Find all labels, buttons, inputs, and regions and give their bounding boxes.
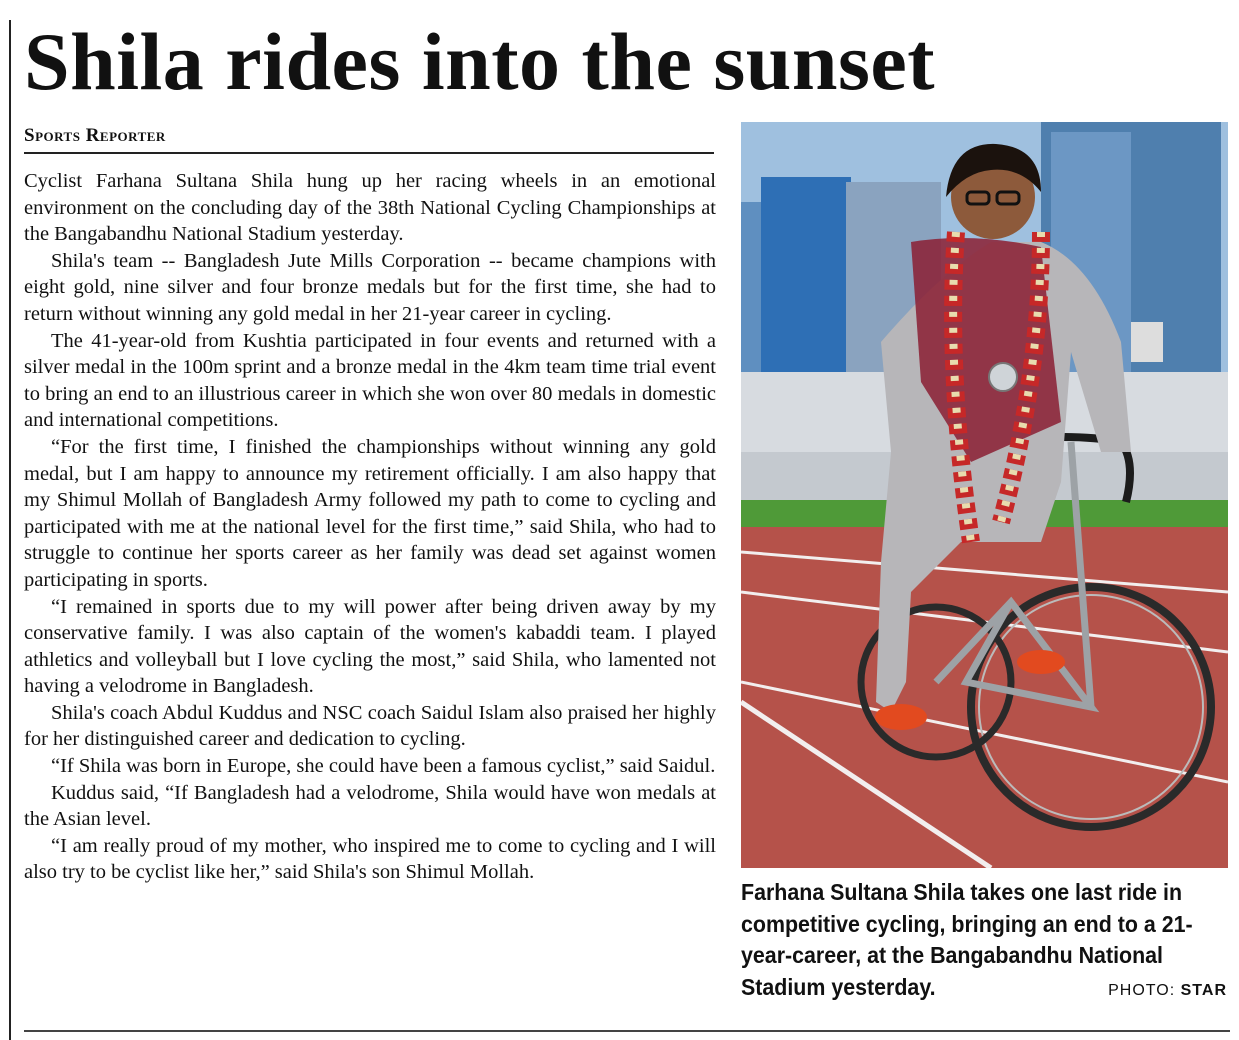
paragraph: Shila's coach Abdul Kuddus and NSC coach Saidul Islam also praised her highly for her distinguished career and dedication to cycling. bbox=[24, 701, 716, 751]
column-rule bbox=[9, 20, 11, 1040]
paragraph: The 41-year-old from Kushtia participated in four events and returned with a silver medal in the 100m sprint and a bronze medal in the 4km team time trial event to bring an end to an illustrious career in which she won over 80 medals in domestic and international competitions. bbox=[24, 329, 716, 432]
paragraph: “If Shila was born in Europe, she could have been a famous cyclist,” said Saidul. bbox=[51, 755, 716, 778]
byline: Sports Reporter bbox=[24, 125, 714, 154]
paragraph: Shila's team -- Bangladesh Jute Mills Corporation -- became champions with eight gold, nine silver and four bronze medals but for the first time, she had to return without winning any gold medal in her 21-year career in cycling. bbox=[24, 249, 716, 325]
photo-caption: Farhana Sultana Shila takes one last ride in competitive cycling, bringing an end to a 21-year-career, at the Bangabandhu National Stadium yesterday. bbox=[741, 879, 1193, 1000]
photo-credit-prefix: PHOTO: bbox=[1108, 982, 1181, 999]
headline: Shila rides into the sunset bbox=[24, 16, 936, 107]
paragraph: “For the first time, I finished the championships without winning any gold medal, but I am happy to announce my retirement officially. I am also happy that my Shimul Mollah of Bangladesh Army followed my path to come to cycling and participated with me at the national level for the first time,” said Shila, who had to struggle to continue her sports career as her family was dead set against women participating in sports. bbox=[24, 435, 716, 591]
paragraph: Cyclist Farhana Sultana Shila hung up her racing wheels in an emotional environment on the concluding day of the 38th National Cycling Championships at the Bangabandhu National Stadium yesterday. bbox=[24, 170, 716, 246]
paragraph: Kuddus said, “If Bangladesh had a velodrome, Shila would have won medals at the Asian level. bbox=[24, 781, 716, 831]
news-photo bbox=[741, 122, 1228, 868]
photo-credit-source: STAR bbox=[1180, 982, 1227, 999]
paragraph: “I am really proud of my mother, who inspired me to come to cycling and I will also try to be cyclist like her,” said Shila's son Shimul Mollah. bbox=[24, 834, 716, 884]
bottom-rule bbox=[24, 1030, 1230, 1032]
article-body bbox=[24, 168, 716, 886]
photo-credit bbox=[1108, 982, 1227, 1000]
paragraph: “I remained in sports due to my will power after being driven away by my conservative family. I was also captain of the women's kabaddi team. I played athletics and volleyball but I love cycling the most,” said Shila, who lamented not having a velodrome in Bangladesh. bbox=[24, 595, 716, 698]
cyclist-photo-illustration bbox=[741, 122, 1228, 868]
